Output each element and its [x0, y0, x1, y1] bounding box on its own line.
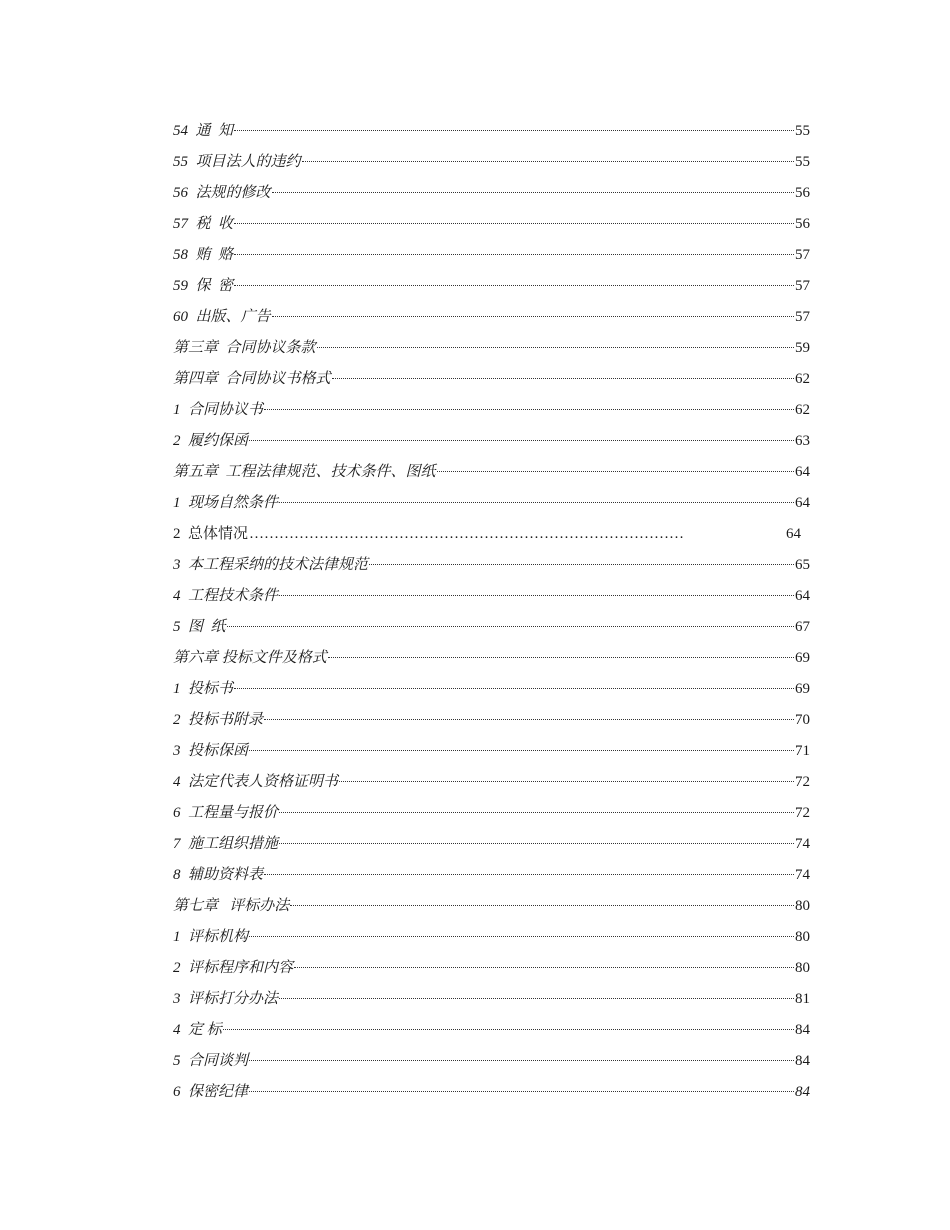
toc-entry-page: 70 [795, 712, 810, 728]
toc-entry-title: 4 定 标 [173, 1022, 222, 1038]
toc-entry[interactable] [173, 395, 810, 426]
toc-entry-page: 74 [795, 867, 810, 883]
toc-dot-leader [279, 595, 794, 596]
toc-entry-title: 第五章 工程法律规范、技术条件、图纸 [173, 464, 436, 480]
toc-entry-title: 3 评标打分办法 [173, 991, 279, 1007]
toc-entry-title: 6 保密纪律 [173, 1084, 249, 1100]
toc-dot-leader [279, 502, 794, 503]
toc-entry-title: 5 图 纸 [173, 619, 226, 635]
toc-dot-leader [369, 564, 794, 565]
toc-entry-page: 57 [795, 247, 810, 263]
toc-entry[interactable] [173, 147, 810, 178]
toc-dot-leader [249, 936, 794, 937]
toc-entry-title: 56 法规的修改 [173, 185, 271, 201]
toc-entry[interactable] [173, 302, 810, 333]
toc-entry-title: 4 法定代表人资格证明书 [173, 774, 339, 790]
toc-dot-leader [317, 347, 794, 348]
toc-entry[interactable] [173, 984, 810, 1015]
toc-entry-page: 55 [795, 154, 810, 170]
toc-entry-title: 7 施工组织措施 [173, 836, 279, 852]
toc-entry[interactable] [173, 705, 810, 736]
toc-entry-page: 64 [795, 495, 810, 511]
toc-dot-leader [234, 130, 794, 131]
toc-entry-title: 54 通 知 [173, 123, 234, 139]
toc-entry-page: 64 [795, 588, 810, 604]
toc-dot-leader [264, 719, 794, 720]
toc-entry-title: 4 工程技术条件 [173, 588, 279, 604]
toc-entry-title: 2 投标书附录 [173, 712, 264, 728]
toc-dot-leader [234, 688, 794, 689]
toc-entry-page: 57 [795, 309, 810, 325]
toc-entry[interactable] [173, 550, 810, 581]
toc-entry[interactable] [173, 240, 810, 271]
toc-dot-leader [290, 905, 794, 906]
toc-entry-title: 8 辅助资料表 [173, 867, 264, 883]
toc-entry-page: 64 [786, 526, 801, 542]
toc-entry-page: 63 [795, 433, 810, 449]
toc-entry[interactable] [173, 922, 810, 953]
toc-entry-title: 1 合同协议书 [173, 402, 264, 418]
toc-entry-title: 1 评标机构 [173, 929, 249, 945]
toc-dot-leader: …………………………………………………………………………… [249, 526, 685, 542]
toc-entry[interactable] [173, 860, 810, 891]
toc-dot-leader [437, 471, 794, 472]
toc-entry-title: 3 投标保函 [173, 743, 249, 759]
toc-dot-leader [249, 750, 794, 751]
toc-dot-leader [249, 1060, 794, 1061]
toc-entry-page: 72 [795, 774, 810, 790]
toc-entry-page: 80 [795, 960, 810, 976]
toc-entry-title: 57 税 收 [173, 216, 234, 232]
toc-chapter-entry[interactable] [173, 333, 810, 364]
toc-chapter-entry[interactable] [173, 364, 810, 395]
toc-entry-title: 1 现场自然条件 [173, 495, 279, 511]
toc-dot-leader [272, 192, 794, 193]
table-of-contents [173, 116, 810, 1108]
toc-entry-title: 2 总体情况 [173, 526, 249, 542]
toc-entry-page: 80 [795, 929, 810, 945]
toc-entry[interactable] [173, 1015, 810, 1046]
toc-dot-leader [227, 626, 794, 627]
toc-dot-leader [339, 781, 794, 782]
toc-entry-page: 69 [795, 681, 810, 697]
toc-entry[interactable] [173, 271, 810, 302]
toc-dot-leader [234, 285, 794, 286]
toc-entry-title: 6 工程量与报价 [173, 805, 279, 821]
toc-entry-page: 64 [795, 464, 810, 480]
toc-dot-leader [249, 440, 794, 441]
toc-entry[interactable] [173, 426, 810, 457]
toc-entry-title: 2 评标程序和内容 [173, 960, 294, 976]
toc-dot-leader [279, 843, 794, 844]
toc-entry[interactable] [173, 767, 810, 798]
toc-entry-title: 第七章 评标办法 [173, 898, 290, 914]
toc-dot-leader [264, 874, 794, 875]
toc-entry[interactable] [173, 519, 810, 550]
toc-dot-leader [328, 657, 794, 658]
toc-chapter-entry[interactable] [173, 643, 810, 674]
toc-dot-leader [332, 378, 794, 379]
toc-dot-leader [294, 967, 794, 968]
toc-entry-page: 74 [795, 836, 810, 852]
toc-entry-page: 56 [795, 216, 810, 232]
toc-dot-leader [279, 998, 794, 999]
toc-dot-leader [249, 1091, 794, 1092]
toc-entry-title: 第六章 投标文件及格式 [173, 650, 327, 666]
toc-entry[interactable] [173, 674, 810, 705]
toc-entry-page: 62 [795, 371, 810, 387]
toc-entry[interactable] [173, 798, 810, 829]
toc-entry-page: 80 [795, 898, 810, 914]
toc-entry[interactable] [173, 736, 810, 767]
toc-entry-page: 69 [795, 650, 810, 666]
toc-entry-title: 55 项目法人的违约 [173, 154, 301, 170]
toc-dot-leader [234, 223, 794, 224]
toc-entry-page: 56 [795, 185, 810, 201]
toc-entry-title: 第三章 合同协议条款 [173, 340, 316, 356]
toc-entry[interactable] [173, 488, 810, 519]
toc-entry-page: 72 [795, 805, 810, 821]
toc-entry[interactable] [173, 953, 810, 984]
toc-dot-leader [223, 1029, 794, 1030]
toc-entry-title: 59 保 密 [173, 278, 234, 294]
toc-entry-title: 2 履约保函 [173, 433, 249, 449]
toc-dot-leader [302, 161, 794, 162]
toc-dot-leader [279, 812, 794, 813]
toc-entry-page: 65 [795, 557, 810, 573]
toc-entry-title: 第四章 合同协议书格式 [173, 371, 331, 387]
toc-entry-page: 84 [795, 1053, 810, 1069]
toc-entry-page: 55 [795, 123, 810, 139]
toc-entry[interactable] [173, 178, 810, 209]
toc-entry-title: 1 投标书 [173, 681, 234, 697]
toc-entry-page: 57 [795, 278, 810, 294]
toc-entry-page: 71 [795, 743, 810, 759]
toc-chapter-entry[interactable] [173, 457, 810, 488]
toc-entry-title: 3 本工程采纳的技术法律规范 [173, 557, 369, 573]
toc-entry-page: 67 [795, 619, 810, 635]
toc-entry[interactable] [173, 209, 810, 240]
toc-entry-page: 84 [795, 1022, 810, 1038]
toc-entry-page: 59 [795, 340, 810, 356]
toc-entry-title: 5 合同谈判 [173, 1053, 249, 1069]
toc-dot-leader [234, 254, 794, 255]
toc-entry[interactable] [173, 612, 810, 643]
toc-entry[interactable] [173, 116, 810, 147]
toc-dot-leader [264, 409, 794, 410]
toc-entry[interactable] [173, 581, 810, 612]
toc-dot-leader [272, 316, 794, 317]
toc-entry-page: 84 [795, 1084, 810, 1100]
toc-entry[interactable] [173, 1077, 810, 1108]
toc-chapter-entry[interactable] [173, 891, 810, 922]
toc-entry-page: 62 [795, 402, 810, 418]
toc-entry-page: 81 [795, 991, 810, 1007]
toc-entry[interactable] [173, 829, 810, 860]
toc-entry[interactable] [173, 1046, 810, 1077]
toc-entry-title: 60 出版、广告 [173, 309, 271, 325]
toc-entry-title: 58 贿 赂 [173, 247, 234, 263]
